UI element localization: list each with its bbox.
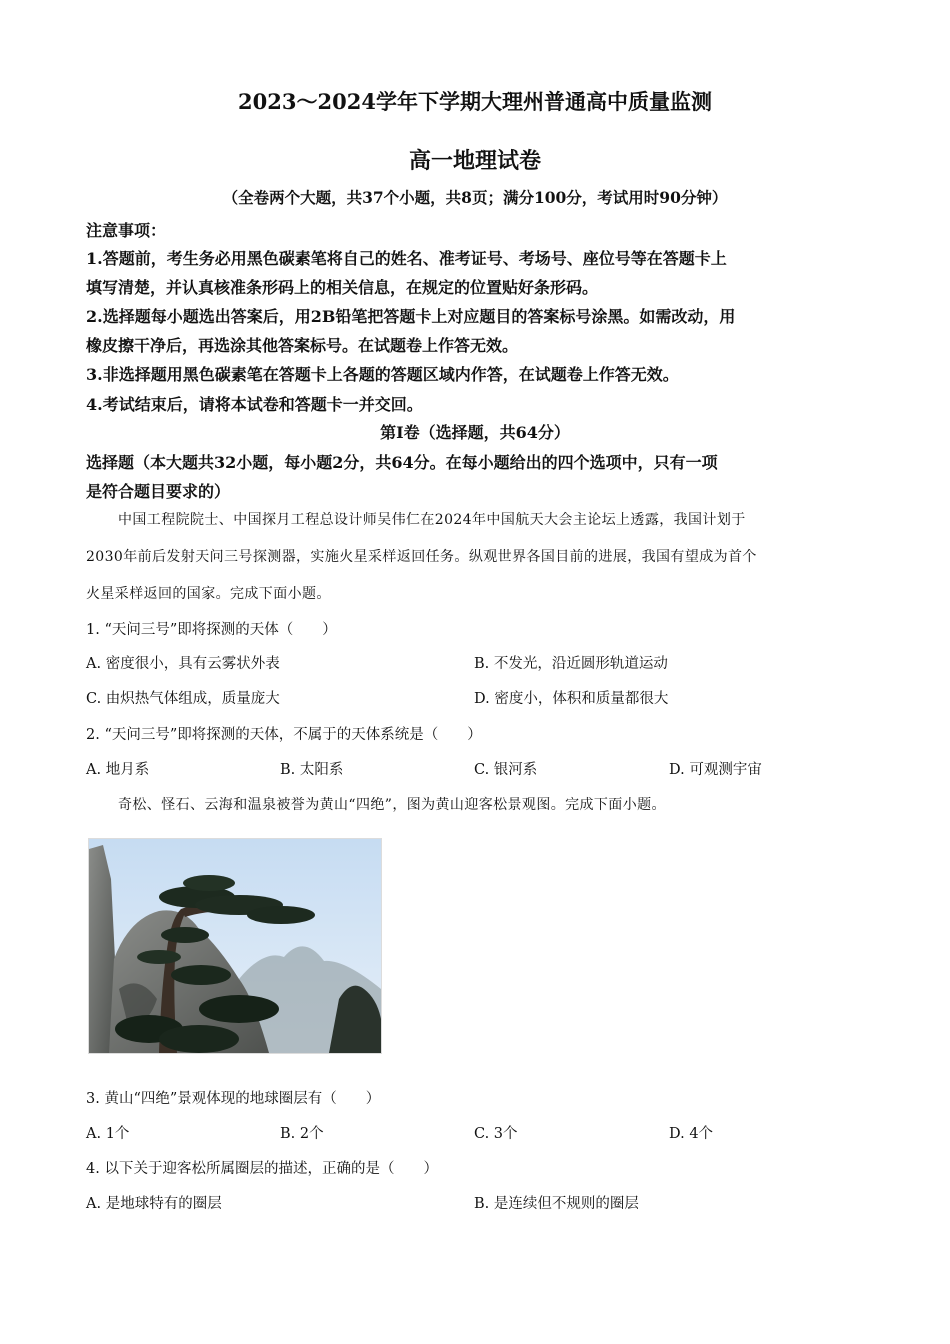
passage-line: 2030年前后发射天问三号探测器，实施火星采样返回任务。纵观世界各国目前的进展，我国有望成为首个: [86, 549, 757, 565]
huangshan-pine-photo: [88, 838, 382, 1054]
question-stem: 2. “天问三号”即将探测的天体，不属于的天体系统是（ ）: [86, 727, 482, 743]
option-b: B. 太阳系: [280, 762, 344, 778]
notes-line: 填写清楚，并认真核准条形码上的相关信息，在规定的位置贴好条形码。: [86, 278, 599, 297]
photo-illustration: [89, 839, 381, 1053]
exam-scope: （全卷两个大题，共37个小题，共8页；满分100分，考试用时90分钟）: [222, 188, 728, 207]
option-d: D. 可观测宇宙: [669, 762, 762, 778]
option-a: A. 1个: [86, 1126, 130, 1142]
exam-title: 2023～2024学年下学期大理州普通高中质量监测: [238, 89, 712, 114]
passage-line: 奇松、怪石、云海和温泉被誉为黄山“四绝”，图为黄山迎客松景观图。完成下面小题。: [118, 797, 666, 813]
passage-line: 中国工程院院士、中国探月工程总设计师吴伟仁在2024年中国航天大会主论坛上透露，我国计划于: [118, 512, 746, 528]
option-a: A. 密度很小，具有云雾状外表: [86, 656, 280, 672]
option-d: D. 密度小，体积和质量都很大: [474, 691, 669, 707]
exam-subtitle: 高一地理试卷: [408, 148, 541, 174]
part1-heading: 第Ⅰ卷（选择题，共64分）: [380, 423, 570, 442]
option-c: C. 3个: [474, 1126, 518, 1142]
option-d: D. 4个: [669, 1126, 714, 1142]
notes-line: 4.考试结束后，请将本试卷和答题卡一并交回。: [86, 395, 423, 414]
part1-instruction: 是符合题目要求的）: [86, 482, 231, 501]
passage-line: 火星采样返回的国家。完成下面小题。: [86, 586, 331, 602]
notes-heading: 注意事项：: [86, 221, 167, 240]
question-stem: 4. 以下关于迎客松所属圈层的描述，正确的是（ ）: [86, 1161, 438, 1177]
notes-line: 橡皮擦干净后，再选涂其他答案标号。在试题卷上作答无效。: [86, 336, 519, 355]
notes-line: 2.选择题每小题选出答案后，用2B铅笔把答题卡上对应题目的答案标号涂黑。如需改动，用: [86, 307, 736, 326]
option-a: A. 是地球特有的圈层: [86, 1196, 222, 1212]
question-stem: 1. “天问三号”即将探测的天体（ ）: [86, 622, 337, 638]
notes-line: 3.非选择题用黑色碳素笔在答题卡上各题的答题区域内作答，在试题卷上作答无效。: [86, 365, 679, 384]
option-b: B. 不发光，沿近圆形轨道运动: [474, 656, 668, 672]
part1-instruction: 选择题（本大题共32小题，每小题2分，共64分。在每小题给出的四个选项中，只有一项: [86, 453, 718, 472]
option-a: A. 地月系: [86, 762, 150, 778]
option-b: B. 2个: [280, 1126, 324, 1142]
option-b: B. 是连续但不规则的圈层: [474, 1196, 639, 1212]
option-c: C. 银河系: [474, 762, 538, 778]
question-stem: 3. 黄山“四绝”景观体现的地球圈层有（ ）: [86, 1091, 381, 1107]
option-c: C. 由炽热气体组成，质量庞大: [86, 691, 280, 707]
notes-line: 1.答题前，考生务必用黑色碳素笔将自己的姓名、准考证号、考场号、座位号等在答题卡上: [86, 249, 727, 268]
